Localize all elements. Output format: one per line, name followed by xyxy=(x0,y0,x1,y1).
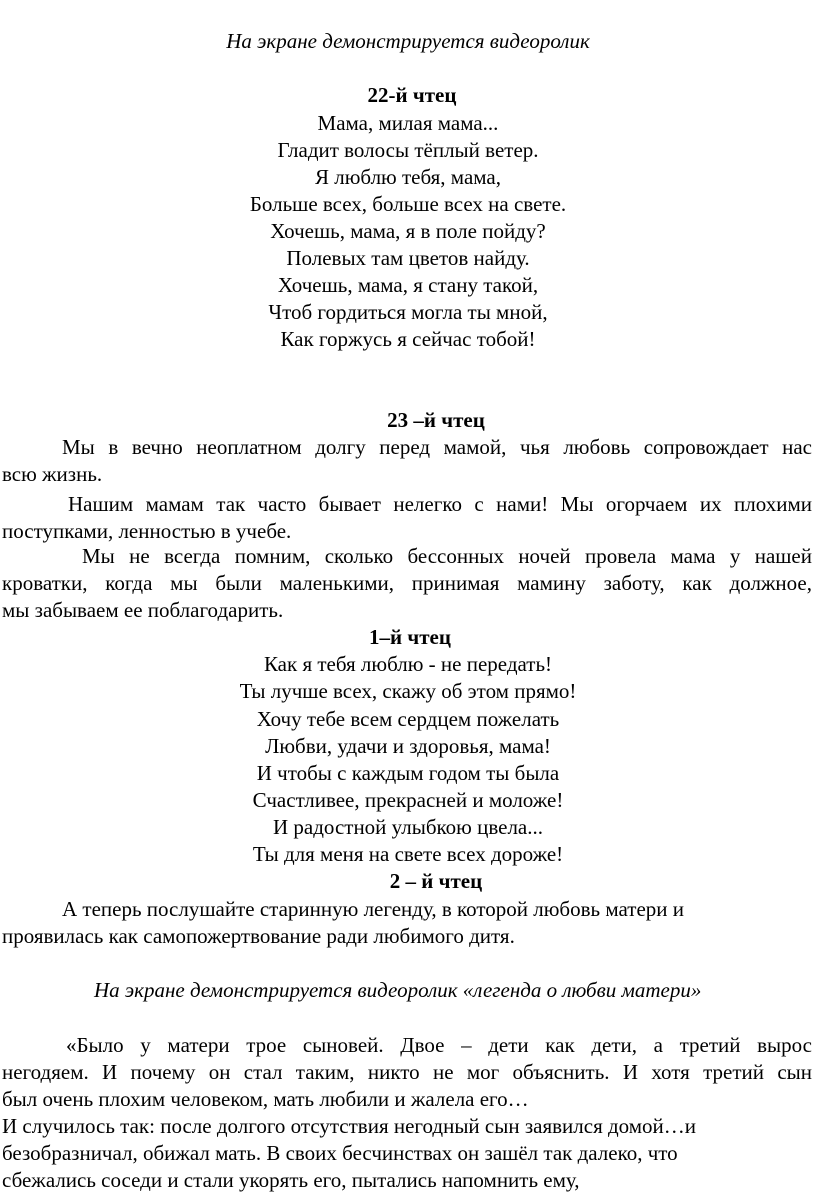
video-note: На экране демонстрируется видеоролик «легенда о любви матери» xyxy=(94,978,702,1002)
poem-line: Гладит волосы тёплый ветер. xyxy=(277,138,539,162)
paragraph-line: И случилось так: после долгого отсутствия негодный сын заявился домой…и xyxy=(2,1114,697,1138)
poem-line: И радостной улыбкою цвела... xyxy=(273,815,543,839)
poem-line: Больше всех, больше всех на свете. xyxy=(249,192,567,216)
paragraph-line: проявилась как самопожертвование ради любимого дитя. xyxy=(2,924,515,948)
poem-line: И чтобы с каждым годом ты была xyxy=(256,761,560,785)
poem-line: Хочу тебе всем сердцем пожелать xyxy=(256,707,560,731)
poem-line: Счастливее, прекрасней и моложе! xyxy=(252,788,564,812)
poem-line: Как я тебя люблю - не передать! xyxy=(263,652,553,676)
paragraph-line: А теперь послушайте старинную легенду, в которой любовь матери и xyxy=(62,897,685,921)
poem-line: Полевых там цветов найду. xyxy=(286,246,530,270)
paragraph-line: безобразничал, обижал мать. В своих бесчинствах он зашёл так далеко, что xyxy=(2,1141,678,1165)
poem-line: Любви, удачи и здоровья, мама! xyxy=(265,734,551,758)
paragraph-line: мы забываем ее поблагодарить. xyxy=(2,598,284,622)
paragraph-line: сбежались соседи и стали укорять его, пытались напомнить ему, xyxy=(2,1168,580,1192)
poem-line: Ты лучше всех, скажу об этом прямо! xyxy=(239,679,577,703)
poem-line: Хочешь, мама, я в поле пойду? xyxy=(270,219,546,243)
paragraph-line: кроватки, когда мы были маленькими, принимая мамину заботу, как должное, xyxy=(2,571,812,595)
paragraph-line: негодяем. И почему он стал таким, никто не мог объяснить. И хотя третий сын xyxy=(2,1060,812,1084)
paragraph-line: всю жизнь. xyxy=(2,462,103,486)
poem-line: Хочешь, мама, я стану такой, xyxy=(277,273,539,297)
reader-heading: 22-й чтец xyxy=(367,83,457,107)
reader-heading: 23 –й чтец xyxy=(387,408,485,432)
paragraph-line: «Было у матери трое сыновей. Двое – дети как дети, а третий вырос xyxy=(66,1033,812,1057)
poem-line: Ты для меня на свете всех дороже! xyxy=(252,842,564,866)
paragraph-line: Нашим мамам так часто бывает нелегко с нами! Мы огорчаем их плохими xyxy=(68,492,812,516)
poem-line: Я люблю тебя, мама, xyxy=(314,165,501,189)
poem-line: Чтоб гордиться могла ты мной, xyxy=(268,300,548,324)
video-note: На экране демонстрируется видеоролик xyxy=(226,29,590,53)
poem-line: Мама, милая мама... xyxy=(317,111,499,135)
paragraph-line: Мы не всегда помним, сколько бессонных ночей провела мама у нашей xyxy=(82,544,812,568)
reader-heading: 2 – й чтец xyxy=(389,869,483,893)
paragraph-line: Мы в вечно неоплатном долгу перед мамой, чья любовь сопровождает нас xyxy=(62,435,812,459)
paragraph-line: был очень плохим человеком, мать любили и жалела его… xyxy=(2,1087,529,1111)
reader-heading: 1–й чтец xyxy=(369,625,451,649)
poem-line: Как горжусь я сейчас тобой! xyxy=(280,327,536,351)
paragraph-line: поступками, ленностью в учебе. xyxy=(2,519,292,543)
